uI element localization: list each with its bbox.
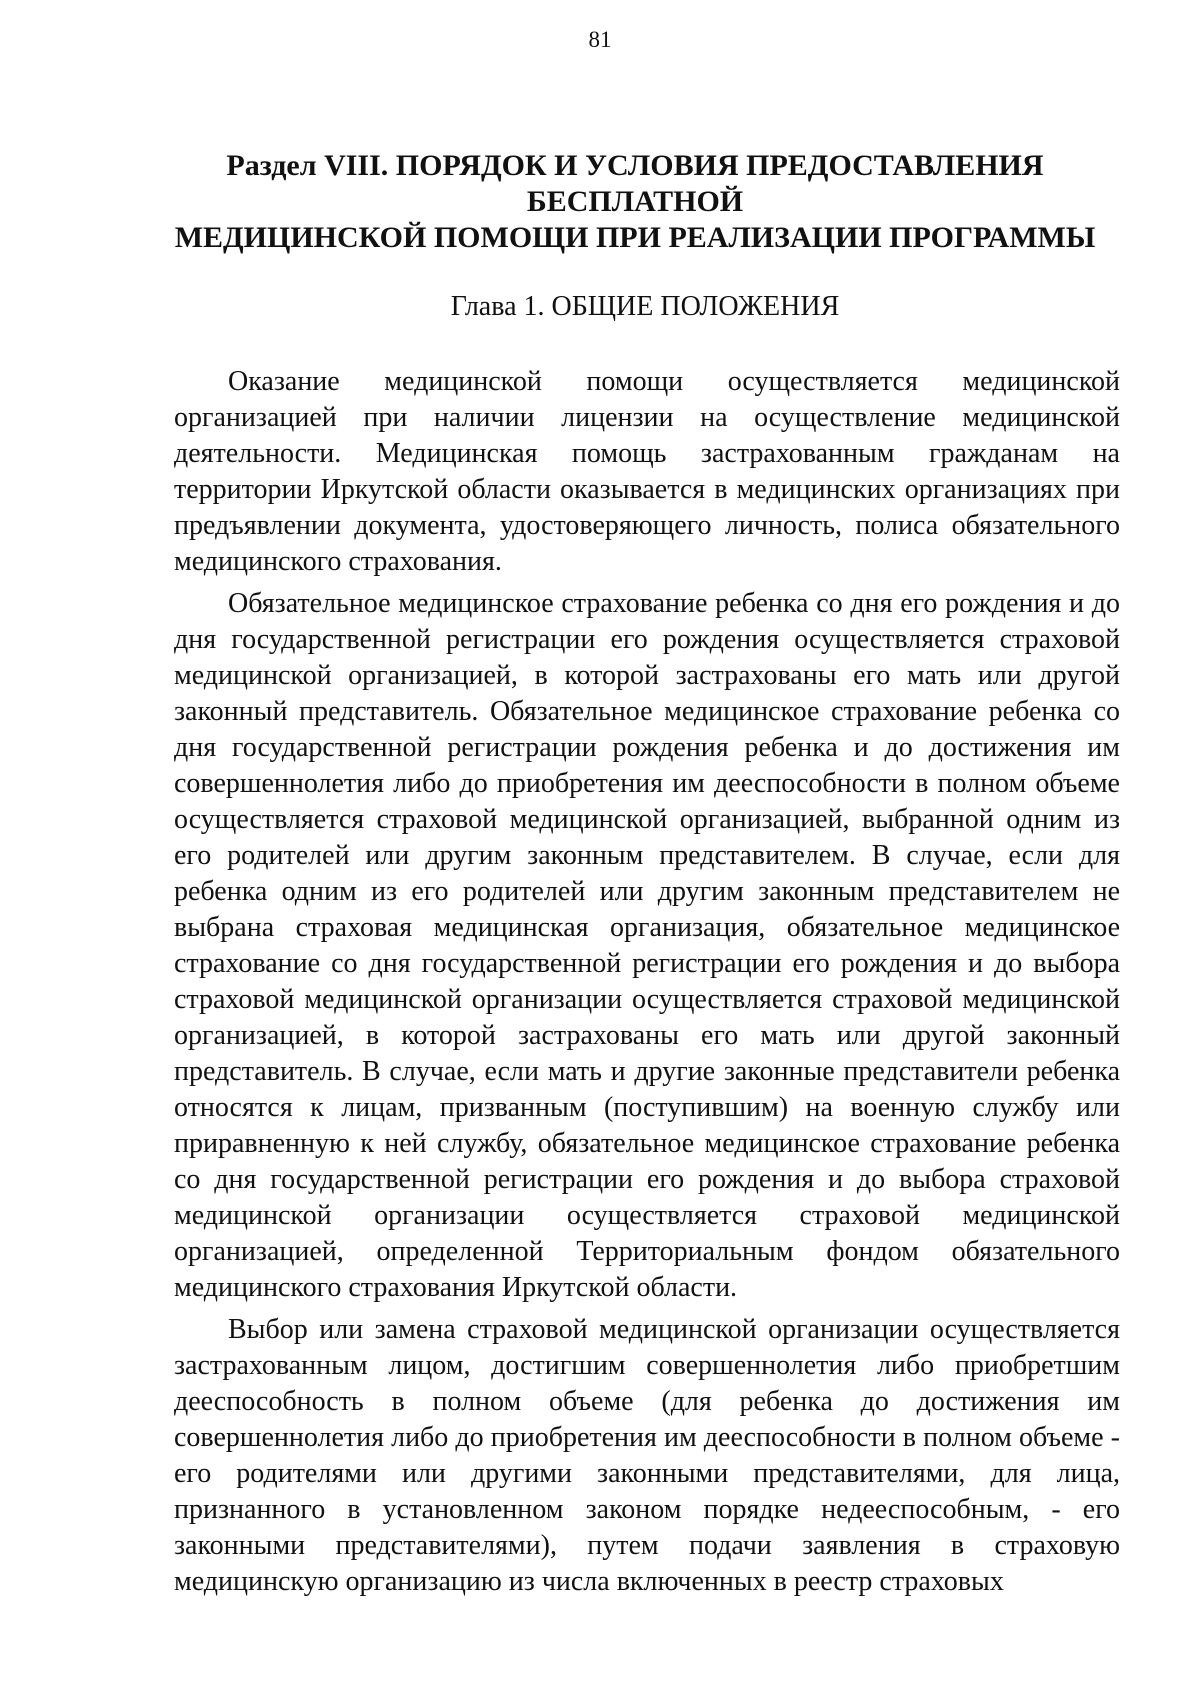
- paragraph-1: Оказание медицинской помощи осуществляется медицинской организацией при наличии лицензии на осуществление медицинской деятельности. Медицинская помощь застрахованным гражданам на территории Иркутской области оказывается в медицинских организациях при предъявлении документа, удостоверяющего личность, полиса обязательного медицинского страхования.: [174, 366, 1120, 577]
- section-title-line-2: БЕСПЛАТНОЙ: [526, 185, 744, 218]
- section-title-line-3: МЕДИЦИНСКОЙ ПОМОЩИ ПРИ РЕАЛИЗАЦИИ ПРОГРАММЫ: [174, 221, 1096, 254]
- document-body: [174, 364, 1120, 1606]
- section-title-line-1: Раздел VIII. ПОРЯДОК И УСЛОВИЯ ПРЕДОСТАВЛЕНИЯ: [226, 149, 1044, 182]
- chapter-title: Глава 1. ОБЩИЕ ПОЛОЖЕНИЯ: [450, 291, 840, 322]
- section-title: [130, 148, 1140, 256]
- paragraph-3: Выбор или замена страховой медицинской организации осуществляется застрахованным лицом, достигшим совершеннолетия либо приобретшим дееспособность в полном объеме (для ребенка до достижения им совершеннолетия либо до приобретения им дееспособности в полном объеме - его родителями или другими законными представителями, для лица, признанного в установленном законом порядке недееспособным, - его законными представителями), путем подачи заявления в страховую медицинскую организацию из числа включенных в реестр страховых: [174, 1314, 1120, 1597]
- paragraph-2: Обязательное медицинское страхование ребенка со дня его рождения и до дня государственной регистрации его рождения осуществляется страховой медицинской организацией, в которой застрахованы его мать или другой законный представитель. Обязательное медицинское страхование ребенка со дня государственной регистрации рождения ребенка и до достижения им совершеннолетия либо до приобретения им дееспособности в полном объеме осуществляется страховой медицинской организацией, выбранной одним из его родителей или другим законным представителем. В случае, если для ребенка одним из его родителей или другим законным представителем не выбрана страховая медицинская организация, обязательное медицинское страхование со дня государственной регистрации его рождения и до выбора страховой медицинской организации осуществляется страховой медицинской организацией, в которой застрахованы его мать или другой законный представитель. В случае, если мать и другие законные представители ребенка относятся к лицам, призванным (поступившим) на военную службу или приравненную к ней службу, обязательное медицинское страхование ребенка со дня государственной регистрации его рождения и до выбора страховой медицинской организации осуществляется страховой медицинской организацией, определенной Территориальным фондом обязательного медицинского страхования Иркутской области.: [174, 588, 1120, 1303]
- page-number: 81: [588, 27, 612, 52]
